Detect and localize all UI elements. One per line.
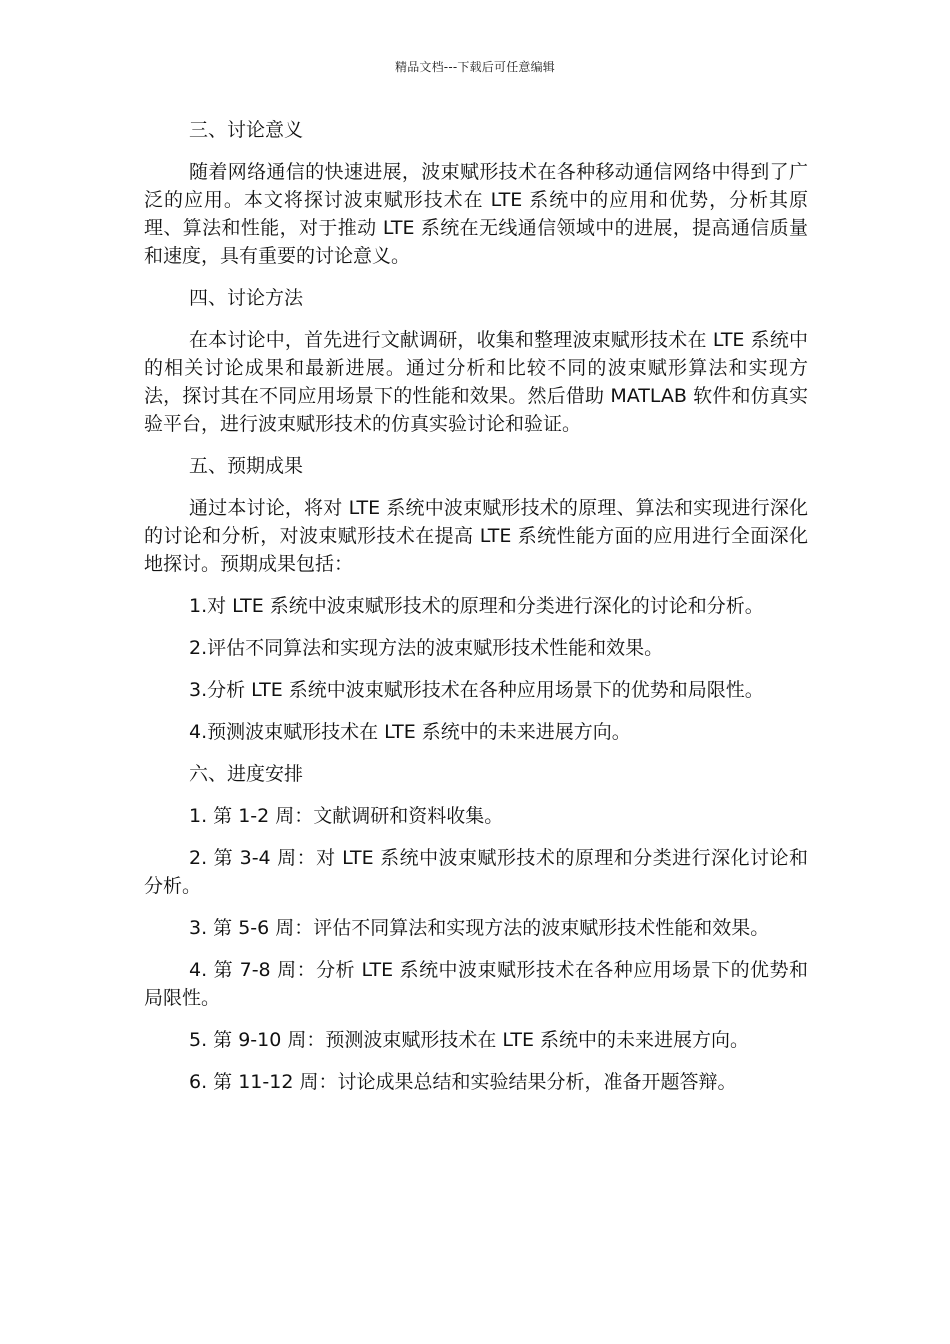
section-heading-methods: 四、讨论方法 bbox=[189, 287, 304, 309]
expected-result-item: 1.对 LTE 系统中波束赋形技术的原理和分类进行深化的讨论和分析。 bbox=[189, 595, 764, 617]
paragraph-expected-results: 通过本讨论，将对 LTE 系统中波束赋形技术的原理、算法和实现进行深化的讨论和分析，对波束赋形技术在提高 LTE 系统性能方面的应用进行全面深化地探讨。预期成果包括： bbox=[144, 497, 808, 575]
schedule-item: 5. 第 9-10 周：预测波束赋形技术在 LTE 系统中的未来进展方向。 bbox=[189, 1029, 750, 1051]
section-heading-expected-results: 五、预期成果 bbox=[189, 455, 304, 477]
schedule-item: 2. 第 3-4 周：对 LTE 系统中波束赋形技术的原理和分类进行深化讨论和分析。 bbox=[144, 847, 808, 897]
schedule-item: 4. 第 7-8 周：分析 LTE 系统中波束赋形技术在各种应用场景下的优势和局限性。 bbox=[144, 959, 808, 1009]
page-header: 精品文档---下载后可任意编辑 bbox=[395, 60, 555, 74]
paragraph-methods: 在本讨论中，首先进行文献调研，收集和整理波束赋形技术在 LTE 系统中的相关讨论成果和最新进展。通过分析和比较不同的波束赋形算法和实现方法，探讨其在不同应用场景下的性能和效果。然后借助 MATLAB 软件和仿真实验平台，进行波束赋形技术的仿真实验讨论和验证。 bbox=[144, 329, 808, 435]
expected-result-item: 2.评估不同算法和实现方法的波束赋形技术性能和效果。 bbox=[189, 637, 664, 659]
section-heading-significance: 三、讨论意义 bbox=[189, 119, 304, 141]
expected-result-item: 3.分析 LTE 系统中波束赋形技术在各种应用场景下的优势和局限性。 bbox=[189, 679, 764, 701]
paragraph-significance: 随着网络通信的快速进展，波束赋形技术在各种移动通信网络中得到了广泛的应用。本文将探讨波束赋形技术在 LTE 系统中的应用和优势，分析其原理、算法和性能，对于推动 LTE 系统在无线通信领域中的进展，提高通信质量和速度，具有重要的讨论意义。 bbox=[144, 161, 808, 267]
expected-result-item: 4.预测波束赋形技术在 LTE 系统中的未来进展方向。 bbox=[189, 721, 631, 743]
schedule-item: 1. 第 1-2 周：文献调研和资料收集。 bbox=[189, 805, 504, 827]
document-body bbox=[144, 116, 808, 1110]
schedule-item: 3. 第 5-6 周：评估不同算法和实现方法的波束赋形技术性能和效果。 bbox=[189, 917, 770, 939]
section-heading-schedule: 六、进度安排 bbox=[189, 763, 304, 785]
schedule-item: 6. 第 11-12 周：讨论成果总结和实验结果分析，准备开题答辩。 bbox=[189, 1071, 737, 1093]
